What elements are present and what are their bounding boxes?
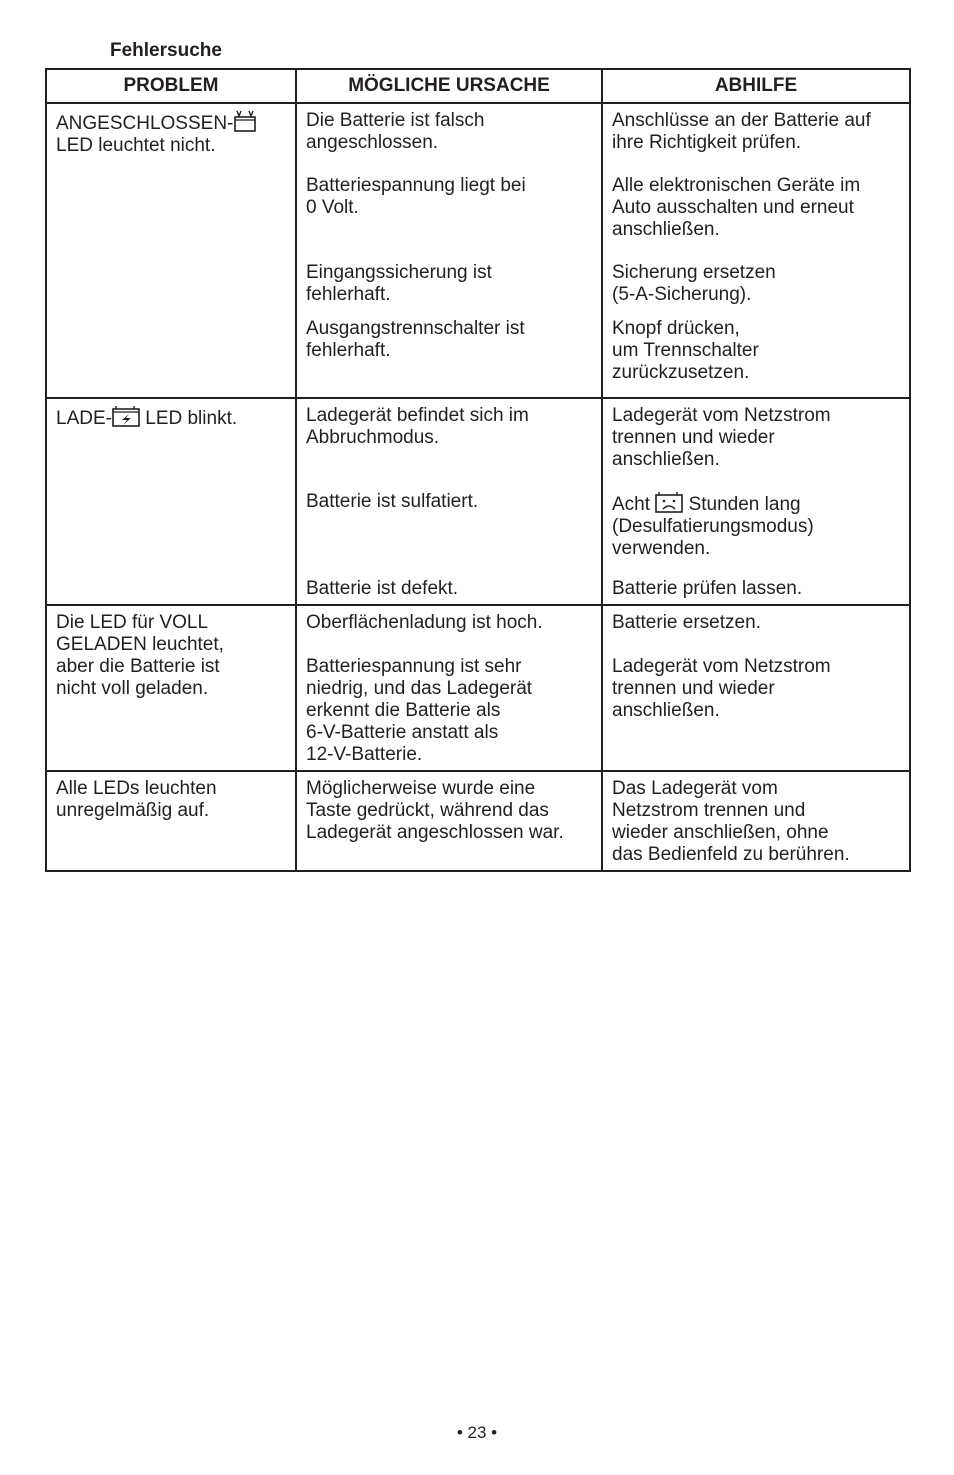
remedy-cell bbox=[602, 103, 910, 398]
header-cause: MÖGLICHE URSACHE bbox=[296, 69, 602, 103]
problem-cell bbox=[46, 103, 296, 398]
problem-text: Die LED für VOLL GELADEN leuchtet, aber die Batterie ist nicht voll geladen. bbox=[56, 612, 224, 699]
header-remedy: ABHILFE bbox=[602, 69, 910, 103]
table-row bbox=[46, 103, 910, 398]
cause-item: Ausgangstrennschalter ist fehlerhaft. bbox=[306, 318, 525, 361]
cause-item: Eingangssicherung ist fehlerhaft. bbox=[306, 262, 492, 305]
battery-sad-icon bbox=[655, 491, 683, 513]
problem-text: LADE- bbox=[56, 408, 112, 429]
remedy-item: Ladegerät vom Netzstrom trennen und wieder anschließen. bbox=[612, 405, 831, 470]
troubleshooting-table bbox=[45, 68, 911, 872]
cause-item: Möglicherweise wurde eine Taste gedrückt, während das Ladegerät angeschlossen war. bbox=[306, 778, 564, 843]
remedy-cell bbox=[602, 605, 910, 771]
remedy-item: Ladegerät vom Netzstrom trennen und wieder anschließen. bbox=[612, 656, 831, 721]
table-row bbox=[46, 605, 910, 771]
page-number: • 23 • bbox=[456, 1423, 498, 1442]
remedy-cell bbox=[602, 398, 910, 605]
remedy-item: Sicherung ersetzen (5-A-Sicherung). bbox=[612, 262, 776, 305]
remedy-item: Alle elektronischen Geräte im Auto ausschalten und erneut anschließen. bbox=[612, 175, 861, 240]
problem-text: LED leuchtet nicht. bbox=[56, 135, 216, 156]
remedy-item: Knopf drücken, um Trennschalter zurückzusetzen. bbox=[612, 318, 759, 383]
remedy-item: Batterie ersetzen. bbox=[612, 612, 761, 633]
cause-item: Batterie ist sulfatiert. bbox=[306, 491, 479, 512]
cause-item: Batteriespannung ist sehr niedrig, und das Ladegerät erkennt die Batterie als 6-V-Batterie anstatt als 12-V-Batterie. bbox=[306, 656, 533, 765]
table-row bbox=[46, 398, 910, 605]
cause-item: Ladegerät befindet sich im Abbruchmodus. bbox=[306, 405, 529, 448]
problem-cell bbox=[46, 605, 296, 771]
problem-text: ANGESCHLOSSEN- bbox=[56, 113, 234, 134]
table-header-row bbox=[46, 69, 910, 103]
cause-item: Batterie ist defekt. bbox=[306, 578, 459, 599]
cause-cell bbox=[296, 771, 602, 871]
cause-item: Die Batterie ist falsch angeschlossen. bbox=[306, 110, 485, 153]
battery-charging-icon bbox=[112, 405, 140, 427]
problem-text: LED blinkt. bbox=[139, 408, 238, 429]
remedy-text: Acht bbox=[612, 494, 651, 515]
table-row bbox=[46, 771, 910, 871]
cause-item: Batteriespannung liegt bei 0 Volt. bbox=[306, 175, 526, 218]
battery-connected-icon bbox=[233, 110, 257, 132]
remedy-item: Das Ladegerät vom Netzstrom trennen und wieder anschließen, ohne das Bedienfeld zu berühren. bbox=[612, 778, 850, 865]
cause-cell bbox=[296, 605, 602, 771]
cause-cell bbox=[296, 103, 602, 398]
cause-item: Oberflächenladung ist hoch. bbox=[306, 612, 543, 633]
header-problem: PROBLEM bbox=[46, 69, 296, 103]
cause-cell bbox=[296, 398, 602, 605]
remedy-item: Batterie prüfen lassen. bbox=[612, 578, 803, 599]
problem-text: Alle LEDs leuchten unregelmäßig auf. bbox=[56, 778, 217, 821]
remedy-cell bbox=[602, 771, 910, 871]
page-title: Fehlersuche bbox=[110, 40, 222, 61]
problem-cell bbox=[46, 771, 296, 871]
remedy-item: Anschlüsse an der Batterie auf ihre Richtigkeit prüfen. bbox=[612, 110, 871, 153]
remedy-text: Stunden lang (Desulfatierungsmodus) verwenden. bbox=[612, 494, 814, 559]
remedy-item bbox=[612, 491, 900, 578]
problem-cell bbox=[46, 398, 296, 605]
